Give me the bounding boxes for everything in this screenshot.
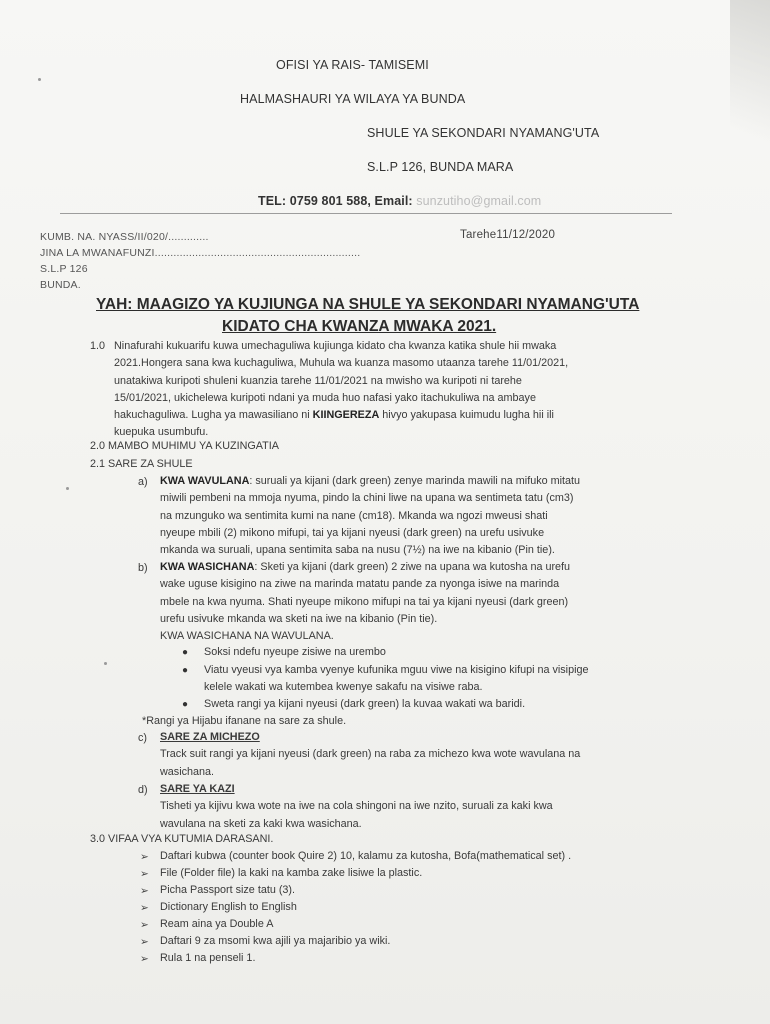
section-1-paragraph <box>114 338 654 442</box>
supply-item: Dictionary English to English <box>160 901 297 913</box>
paragraph-line: nyeupe mbili (2) mikono mifupi, tai ya kijani nyeusi (dark green) na urefu usivuke <box>160 526 545 539</box>
boys-heading: KWA WAVULANA <box>160 475 250 487</box>
supply-item: Daftari kubwa (counter book Quire 2) 10, kalamu za kutosha, Bofa(mathematical set) . <box>160 850 572 862</box>
scan-speck <box>38 78 41 81</box>
letterhead-school: SHULE YA SEKONDARI NYAMANG'UTA <box>367 126 600 140</box>
scan-speck <box>104 662 107 665</box>
paragraph-line: wake uguse kisigino na ziwe na marinda matatu pande za nyonga isiwe na marinda <box>160 578 560 591</box>
paragraph-line: unatakiwa kuripoti shuleni kuanzia tarehe 11/01/2021 na mwisho wa kuripoti ni tarehe <box>114 374 522 387</box>
item-label-d: d) <box>138 784 148 796</box>
letterhead-council: HALMASHAURI YA WILAYA YA BUNDA <box>240 92 466 106</box>
bullet-icon: ● <box>182 665 189 676</box>
item-label-b: b) <box>138 562 148 574</box>
arrow-bullet-icon: ➢ <box>140 902 149 914</box>
subject-title-line1: YAH: MAAGIZO YA KUJIUNGA NA SHULE YA SEKONDARI NYAMANG'UTA <box>96 296 640 313</box>
paragraph-line: Tisheti ya kijivu kwa wote na iwe na cola shingoni na iwe nzito, suruali za kaki kwa <box>160 800 553 813</box>
letter-date: Tarehe11/12/2020 <box>460 229 556 241</box>
section-3-heading: 3.0 VIFAA VYA KUTUMIA DARASANI. <box>90 833 274 845</box>
girls-heading: KWA WASICHANA <box>160 561 255 573</box>
student-name-line: JINA LA MWANAFUNZI.................................................................. <box>40 247 361 259</box>
uniform-girls-paragraph: KWA WASICHANA: Sketi ya kijani (dark green) 2 ziwe na upana wa kutosha na urefu wake uguse kisigino na ziwe na marinda matatu pande za nyonga isiwe na marinda mbele na kwa nyuma. Shati nyeupe mikono mifupi na tai ya kijani nyeusi (dark green) urefu usivuke mkanda wa sketi na iwe na kibanio (Pin tie). KWA WASICHANA NA WAVULANA. <box>160 559 660 645</box>
supply-item: Picha Passport size tatu (3). <box>160 884 296 896</box>
work-uniform-paragraph <box>160 781 670 833</box>
subject-title-line2: KIDATO CHA KWANZA MWAKA 2021. <box>222 318 497 335</box>
work-uniform-heading: SARE YA KAZI <box>160 783 235 795</box>
letterhead-office: OFISI YA RAIS- TAMISEMI <box>276 58 429 72</box>
bullet-icon: ● <box>182 699 189 710</box>
paragraph-line: hakuchaguliwa. Lugha ya mawasiliano ni KIINGEREZA hivyo yakupasa kuimudu lugha hii ili <box>114 409 554 422</box>
paragraph-line: Track suit rangi ya kijani nyeusi (dark green) na raba za michezo kwa wote wavulana na <box>160 748 581 761</box>
sports-uniform-paragraph <box>160 729 670 781</box>
section-2-heading: 2.0 MAMBO MUHIMU YA KUZINGATIA <box>90 440 279 452</box>
header-divider <box>60 213 672 214</box>
recipient-town: BUNDA. <box>40 279 81 291</box>
supply-item: Ream aina ya Double A <box>160 918 274 930</box>
language-emphasis: KIINGEREZA <box>312 409 380 422</box>
arrow-bullet-icon: ➢ <box>140 953 149 965</box>
tel-label: TEL: 0759 801 588, Email: <box>258 194 413 208</box>
letterhead-contact <box>258 194 541 208</box>
arrow-bullet-icon: ➢ <box>140 936 149 948</box>
supply-item: Daftari 9 za msomi kwa ajili ya majaribio ya wiki. <box>160 935 391 947</box>
bullet-socks: Soksi ndefu nyeupe zisiwe na urembo <box>204 646 386 658</box>
section-2-1-heading: 2.1 SARE ZA SHULE <box>90 458 193 470</box>
paragraph-line: KWA WASICHANA NA WAVULANA. <box>160 630 334 643</box>
paragraph-line: wavulana na sketi za kaki kwa wasichana. <box>160 817 362 830</box>
arrow-bullet-icon: ➢ <box>140 851 149 863</box>
paragraph-line: 2021.Hongera sana kwa kuchaguliwa, Muhula wa kuanza masomo utaanza tarehe 11/01/2021, <box>114 357 569 370</box>
arrow-bullet-icon: ➢ <box>140 919 149 931</box>
bullet-icon: ● <box>182 647 189 658</box>
supply-item: File (Folder file) la kaki na kamba zake lisiwe la plastic. <box>160 867 423 879</box>
hijab-note: *Rangi ya Hijabu ifanane na sare za shule. <box>142 715 347 727</box>
bullet-shoes: Viatu vyeusi vya kamba vyenye kufunika mguu viwe na kisigino kifupi na visipige <box>204 664 589 676</box>
item-label-c: c) <box>138 732 147 744</box>
paragraph-line: na mzunguko wa sentimita kumi na nane (cm18). Mkanda wa ngozi mweusi shati <box>160 509 548 522</box>
item-label-a: a) <box>138 476 148 488</box>
paragraph-line: wasichana. <box>160 765 215 778</box>
scan-speck <box>66 487 69 490</box>
recipient-po-box: S.L.P 126 <box>40 263 88 275</box>
paragraph-line: mbele na kwa nyuma. Shati nyeupe mikono mifupi na tai ya kijani nyeusi (dark green) <box>160 595 569 608</box>
bullet-shoes-continued: kelele wakati wa kutembea kwenye sakafu na visiwe raba. <box>204 681 483 693</box>
bullet-sweater: Sweta rangi ya kijani nyeusi (dark green) la kuvaa wakati wa baridi. <box>204 698 526 710</box>
email-address: sunzutiho@gmail.com <box>416 194 542 208</box>
section-number: 1.0 <box>90 340 106 352</box>
paragraph-line: kuepuka usumbufu. <box>114 426 209 439</box>
arrow-bullet-icon: ➢ <box>140 885 149 897</box>
paper-fold-shadow <box>730 0 770 190</box>
paragraph-line: urefu usivuke mkanda wa sketi na iwe na kibanio (Pin tie). <box>160 612 438 625</box>
letterhead-address: S.L.P 126, BUNDA MARA <box>367 160 514 174</box>
paragraph-line: miwili pembeni na mmoja nyuma, pindo la chini liwe na upana wa sentimeta tatu (cm3) <box>160 492 574 505</box>
uniform-boys-paragraph: KWA WAVULANA: suruali ya kijani (dark green) zenye marinda mawili na mifuko mitatu miwili pembeni na mmoja nyuma, pindo la chini liwe na upana wa sentimeta tatu (cm3) na mzunguko wa sentimita kumi na nane (cm18). Mkanda wa ngozi mweusi shati nyeupe mbili (2) mikono mifupi, tai ya kijani nyeusi (dark green) na urefu usivuke mkanda wa suruali, upana sentimita saba na nusu (7½) na iwe na kibanio (Pin tie). <box>160 473 660 559</box>
paragraph-line: mkanda wa suruali, upana sentimita saba na nusu (7½) na iwe na kibanio (Pin tie). <box>160 544 555 557</box>
supply-item: Rula 1 na penseli 1. <box>160 952 256 964</box>
paragraph-line: Ninafurahi kukuarifu kuwa umechaguliwa kujiunga kidato cha kwanza katika shule hii mwaka <box>114 340 557 352</box>
paragraph-line: 15/01/2021, ukichelewa kuripoti ndani ya muda huo nafasi yako itachukuliwa na ambaye <box>114 391 536 404</box>
sports-uniform-heading: SARE ZA MICHEZO <box>160 731 260 743</box>
arrow-bullet-icon: ➢ <box>140 868 149 880</box>
reference-number: KUMB. NA. NYASS/II/020/............. <box>40 231 209 243</box>
